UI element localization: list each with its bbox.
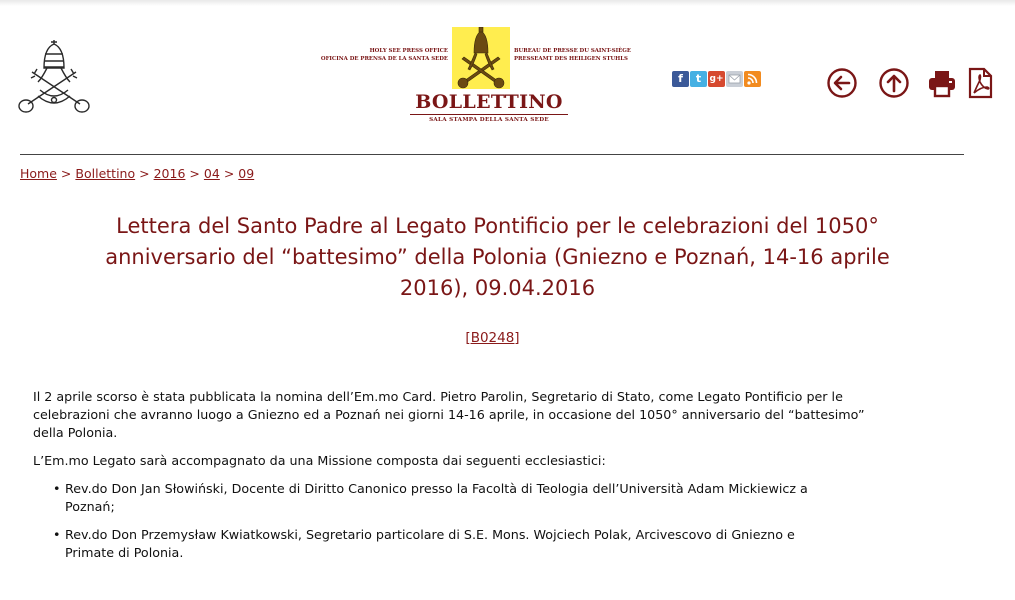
bulletin-code-link[interactable]: [B0248] bbox=[465, 330, 520, 346]
twitter-icon[interactable]: t bbox=[690, 71, 707, 87]
breadcrumb-separator: > bbox=[189, 166, 200, 181]
back-arrow-icon[interactable] bbox=[825, 66, 859, 100]
rss-icon[interactable] bbox=[744, 71, 761, 87]
mission-members-list bbox=[33, 480, 953, 562]
list-item: • Rev.do Don Przemysław Kwiatkowski, Segretario particolare di S.E. Mons. Wojciech Polak, Arcivescovo di Gniezno e Primate di Polonia. bbox=[65, 526, 953, 562]
press-office-names-left: HOLY SEE PRESS OFFICE OFICINA DE PRENSA DE LA SANTA SEDE bbox=[320, 48, 448, 62]
social-share-bar bbox=[672, 71, 761, 89]
breadcrumb-separator: > bbox=[139, 166, 150, 181]
printer-icon[interactable] bbox=[925, 66, 959, 100]
pdf-icon[interactable] bbox=[963, 66, 997, 100]
list-item: • Rev.do Don Jan Słowiński, Docente di Diritto Canonico presso la Facoltà di Teologia dell’Università Adam Mickiewicz a Poznań; bbox=[65, 480, 953, 516]
breadcrumb-home[interactable]: Home bbox=[20, 166, 57, 181]
article-title: Lettera del Santo Padre al Legato Pontificio per le celebrazioni del 1050° anniversario del “battesimo” della Polonia (Gniezno e Poznań, 14-16 aprile 2016), 09.04.2016 bbox=[105, 214, 890, 300]
brand-subtitle: SALA STAMPA DELLA SANTA SEDE bbox=[410, 114, 568, 123]
press-office-names-right: BUREAU DE PRESSE DU SAINT-SIÈGE PRESSEAMT DES HEILIGEN STUHLS bbox=[514, 48, 631, 62]
paragraph: Il 2 aprile scorso è stata pubblicata la nomina dell’Em.mo Card. Pietro Parolin, Segretario di Stato, come Legato Pontificio per le celebrazioni che avranno luogo a Gniezno ed a Poznań nei giorni 14-16 aprile, in occasione del 1050° anniversario del “battesimo” della Polonia. bbox=[33, 389, 865, 440]
paragraph: L’Em.mo Legato sarà accompagnato da una Missione composta dai seguenti ecclesiastici: bbox=[33, 453, 606, 468]
breadcrumb-separator: > bbox=[223, 166, 235, 181]
header-divider bbox=[20, 154, 964, 155]
up-arrow-icon[interactable] bbox=[877, 66, 911, 100]
facebook-icon[interactable]: f bbox=[672, 71, 689, 87]
tiara-keys-icon bbox=[452, 27, 510, 89]
breadcrumb-separator: > bbox=[60, 166, 72, 181]
breadcrumb-bollettino[interactable]: Bollettino bbox=[75, 166, 136, 181]
logo-emblem bbox=[452, 27, 510, 89]
breadcrumb-day[interactable]: 09 bbox=[238, 166, 255, 181]
bollettino-logo[interactable] bbox=[320, 27, 638, 127]
article-body bbox=[33, 388, 953, 572]
holy-see-crest-icon bbox=[14, 38, 94, 116]
email-icon[interactable] bbox=[726, 71, 743, 87]
breadcrumb-month[interactable]: 04 bbox=[203, 166, 220, 181]
top-edge bbox=[0, 0, 1015, 6]
google-plus-icon[interactable]: g+ bbox=[708, 71, 725, 87]
breadcrumb bbox=[20, 166, 254, 181]
brand-title: BOLLETTINO bbox=[415, 91, 563, 113]
page-tools bbox=[825, 66, 985, 100]
breadcrumb-year[interactable]: 2016 bbox=[153, 166, 186, 181]
